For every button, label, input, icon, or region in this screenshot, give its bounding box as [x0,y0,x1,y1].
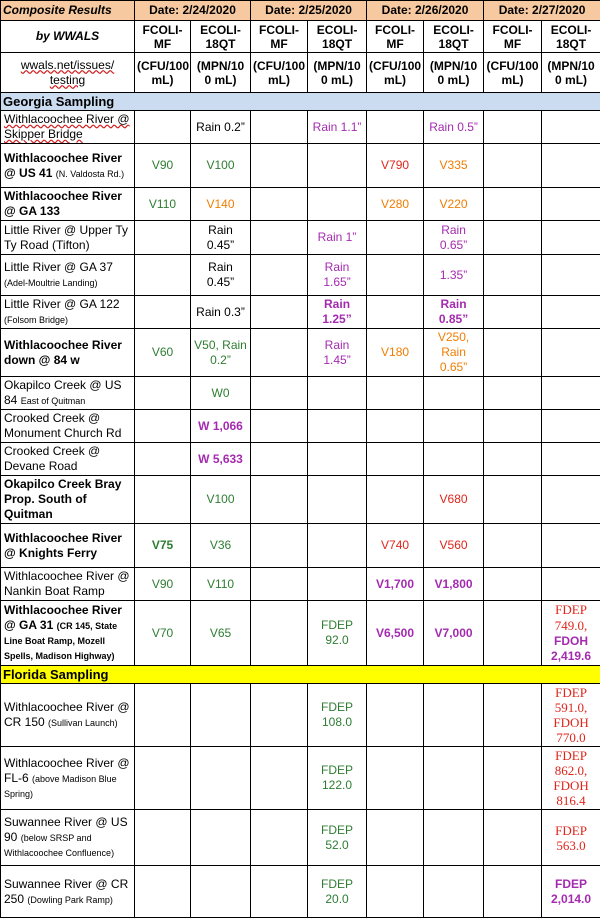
col-ecoli-3: ECOLI-18QT [424,21,484,53]
table-cell: Rain 0.45” [191,255,251,296]
site-name [1,747,135,810]
table-cell: Rain 1.1” [308,111,367,144]
site-sublabel: (below SRSP and Withlacoochee Confluence) [4,833,114,858]
table-cell [367,810,424,866]
unit-cfu-4: (CFU/100 mL) [484,53,542,93]
table-row [1,111,600,144]
table-cell: W 5,633 [191,443,251,476]
table-cell [191,684,251,747]
site-name [1,144,135,188]
site-label: Withlacoochee River @ GA 31 [4,603,122,632]
table-cell: V740 [367,524,424,568]
table-row [1,377,600,410]
site-label: Little River @ GA 122 [4,297,120,311]
table-cell: V75 [135,524,191,568]
site-name [1,684,135,747]
table-row [1,255,600,296]
date-header-3: Date: 2/26/2020 [367,1,484,21]
table-row [1,601,600,666]
table-cell: V280 [367,188,424,221]
table-cell [424,377,484,410]
site-sublabel: (above Madison Blue Spring) [4,774,117,799]
table-cell [135,296,191,329]
site-label: Withlacoochee River @ US 41 [4,151,122,180]
table-cell: V110 [135,188,191,221]
unit-cfu-3: (CFU/100 mL) [367,53,424,93]
table-cell [542,524,600,568]
table-cell [484,443,542,476]
section-florida: Florida Sampling [1,666,600,684]
col-ecoli-1: ECOLI-18QT [191,21,251,53]
table-cell: FDEP 52.0 [308,810,367,866]
table-cell: V180 [367,329,424,377]
table-cell [367,221,424,255]
table-cell: V90 [135,568,191,601]
table-cell [135,747,191,810]
table-cell [308,144,367,188]
table-cell [424,410,484,443]
col-fcoli-4: FCOLI-MF [484,21,542,53]
table-cell: V60 [135,329,191,377]
site-label: Withlacoochee River @ FL-6 [4,756,130,785]
section-georgia: Georgia Sampling [1,93,600,111]
table-cell [135,684,191,747]
date-header-2: Date: 2/25/2020 [251,1,367,21]
table-cell: FDEP 108.0 [308,684,367,747]
table-cell: V36 [191,524,251,568]
table-cell [484,188,542,221]
table-cell: FDEP 92.0 [308,601,367,666]
fdep-value: FDEP 749.0, [555,602,588,633]
table-cell [251,296,308,329]
col-fcoli-3: FCOLI-MF [367,21,424,53]
table-cell [135,476,191,524]
table-cell [251,410,308,443]
table-cell: V680 [424,476,484,524]
table-cell [484,221,542,255]
site-name [1,601,135,666]
site-name [1,443,135,476]
table-cell [542,188,600,221]
table-cell [484,296,542,329]
site-sublabel: (N. Valdosta Rd.) [56,169,124,179]
table-cell [484,524,542,568]
table-subtitle: by WWALS [1,21,135,53]
table-cell [542,443,600,476]
site-name [1,296,135,329]
table-cell [542,476,600,524]
site-name [1,111,135,144]
table-cell [542,221,600,255]
unit-cfu-2: (CFU/100 mL) [251,53,308,93]
table-cell [367,111,424,144]
table-cell [251,866,308,918]
table-cell [135,377,191,410]
table-cell: V7,000 [424,601,484,666]
site-sublabel: (Folsom Bridge) [4,315,68,325]
table-cell [251,601,308,666]
table-cell: V1,700 [367,568,424,601]
table-cell: Rain 1” [308,221,367,255]
table-cell: FDEP 862.0, FDOH 816.4 [542,747,600,810]
table-cell [135,443,191,476]
table-cell [308,410,367,443]
table-cell [542,601,600,666]
table-title: Composite Results [1,1,135,21]
table-cell [542,255,600,296]
table-cell [251,377,308,410]
site-name [1,410,135,443]
table-cell: V1,800 [424,568,484,601]
table-row [1,221,600,255]
table-cell [424,866,484,918]
col-ecoli-4: ECOLI-18QT [542,21,600,53]
table-cell [367,410,424,443]
table-cell [308,443,367,476]
table-cell [135,810,191,866]
date-header-4: Date: 2/27/2020 [484,1,600,21]
site-sublabel: (Sullivan Launch) [48,718,118,728]
table-cell [424,810,484,866]
site-sublabel: East of Quitman [21,396,86,406]
table-row [1,188,600,221]
table-cell: Rain 1.45” [308,329,367,377]
table-cell: V50, Rain 0.2” [191,329,251,377]
site-label: Little River @ GA 37 [4,260,113,274]
site-label: Suwannee River @ US 90 [4,815,128,844]
table-cell: V100 [191,144,251,188]
table-cell [484,111,542,144]
table-cell: FDEP 20.0 [308,866,367,918]
table-cell [367,296,424,329]
table-cell [542,410,600,443]
table-cell [251,810,308,866]
site-sublabel: (Dowling Park Ramp) [27,895,113,905]
table-cell: V560 [424,524,484,568]
table-cell [484,476,542,524]
table-cell [542,377,600,410]
site-label: Withlacoochee River @ GA 133 [4,189,122,218]
table-cell: W 1,066 [191,410,251,443]
table-cell [484,866,542,918]
table-row [1,410,600,443]
site-name [1,810,135,866]
site-label: Withlacoochee River @ Nankin Boat Ramp [4,569,130,598]
table-cell [484,601,542,666]
table-cell [367,866,424,918]
site-sublabel: (CR 145, State Line Boat Ramp, Mozell Spells, Madison Highway) [4,621,117,661]
site-name [1,568,135,601]
table-row [1,144,600,188]
site-name [1,476,135,524]
table-cell [484,410,542,443]
table-cell [135,866,191,918]
testing-link-cell[interactable] [1,53,135,93]
table-cell [484,747,542,810]
table-cell [251,747,308,810]
table-row [1,568,600,601]
unit-mpn-2: (MPN/10 0 mL) [308,53,367,93]
site-label: Suwannee River @ CR 250 [4,877,128,906]
table-cell [542,568,600,601]
table-cell [484,255,542,296]
table-cell [191,810,251,866]
table-cell [424,747,484,810]
table-cell [424,684,484,747]
site-name [1,866,135,918]
table-cell [251,188,308,221]
table-cell [484,377,542,410]
table-cell: Rain 0.45” [191,221,251,255]
table-cell [424,443,484,476]
table-row [1,443,600,476]
table-cell: Rain 0.65” [424,221,484,255]
table-cell [135,221,191,255]
table-cell [542,329,600,377]
date-header-1: Date: 2/24/2020 [135,1,251,21]
table-cell [251,255,308,296]
table-cell [251,524,308,568]
table-cell: V6,500 [367,601,424,666]
table-cell [542,144,600,188]
table-row [1,476,600,524]
table-cell: Rain 0.5” [424,111,484,144]
table-cell [484,684,542,747]
table-row [1,810,600,866]
site-label: Okapilco Creek Bray Prop. South of Quitman [4,477,121,521]
table-cell [251,111,308,144]
table-cell: FDEP 563.0 [542,810,600,866]
table-cell: FDEP 122.0 [308,747,367,810]
site-name [1,255,135,296]
table-cell [251,329,308,377]
site-label: Withlacoochee River @ Knights Ferry [4,531,122,560]
table-row [1,296,600,329]
site-label: Withlacoochee River down @ 84 w [4,338,122,367]
fdoh-value: FDOH 2,419.6 [551,634,591,663]
table-cell [308,568,367,601]
table-cell: V335 [424,144,484,188]
table-cell: Rain 1.65” [308,255,367,296]
table-row [1,329,600,377]
unit-mpn-3: (MPN/10 0 mL) [424,53,484,93]
table-cell: Rain 1.25” [308,296,367,329]
site-label: Okapilco Creek @ US 84 [4,378,122,407]
table-cell [484,810,542,866]
table-cell [542,111,600,144]
table-cell: 1.35” [424,255,484,296]
table-cell [135,111,191,144]
table-cell [367,255,424,296]
site-label: Little River @ Upper Ty Ty Road (Tifton) [4,223,128,252]
table-cell [251,221,308,255]
site-name [1,221,135,255]
table-cell: FDEP 2,014.0 [542,866,600,918]
table-cell: V90 [135,144,191,188]
table-cell: W0 [191,377,251,410]
col-ecoli-2: ECOLI-18QT [308,21,367,53]
table-cell: V790 [367,144,424,188]
col-fcoli-1: FCOLI-MF [135,21,191,53]
table-row [1,866,600,918]
table-cell [367,443,424,476]
site-label: Crooked Creek @ Devane Road [4,444,100,473]
unit-mpn-4: (MPN/10 0 mL) [542,53,600,93]
site-label: Crooked Creek @ Monument Church Rd [4,411,121,440]
table-cell: V65 [191,601,251,666]
table-cell [367,684,424,747]
site-name [1,524,135,568]
table-cell: V110 [191,568,251,601]
table-cell [191,747,251,810]
site-label: Withlacoochee River @ Skipper Bridge [4,112,130,141]
table-cell [367,747,424,810]
table-cell [308,476,367,524]
testing-link[interactable]: wwals.net/issues/ testing [21,58,114,87]
table-cell [367,377,424,410]
table-cell [251,144,308,188]
table-cell: Rain 0.3” [191,296,251,329]
table-cell: FDEP 591.0, FDOH 770.0 [542,684,600,747]
table-cell [484,144,542,188]
table-cell [251,568,308,601]
table-cell [308,377,367,410]
table-cell [135,255,191,296]
table-cell: Rain 0.2” [191,111,251,144]
table-cell [484,329,542,377]
table-cell [542,296,600,329]
table-cell [484,568,542,601]
table-cell [367,476,424,524]
site-name [1,188,135,221]
table-row [1,684,600,747]
site-label: Withlacoochee River @ CR 150 [4,700,130,729]
col-fcoli-2: FCOLI-MF [251,21,308,53]
table-cell [251,476,308,524]
table-cell: V220 [424,188,484,221]
table-row [1,747,600,810]
table-cell [191,866,251,918]
table-cell [308,188,367,221]
unit-mpn-1: (MPN/10 0 mL) [191,53,251,93]
site-name [1,377,135,410]
site-sublabel: (Adel-Moultrie Landing) [4,278,98,288]
table-cell [251,684,308,747]
site-name [1,329,135,377]
table-cell [308,524,367,568]
table-cell [251,443,308,476]
table-cell: V70 [135,601,191,666]
table-cell: V250, Rain 0.65” [424,329,484,377]
table-cell: V100 [191,476,251,524]
unit-cfu-1: (CFU/100 mL) [135,53,191,93]
table-row [1,524,600,568]
table-cell: V140 [191,188,251,221]
table-cell [135,410,191,443]
table-cell: Rain 0.85” [424,296,484,329]
